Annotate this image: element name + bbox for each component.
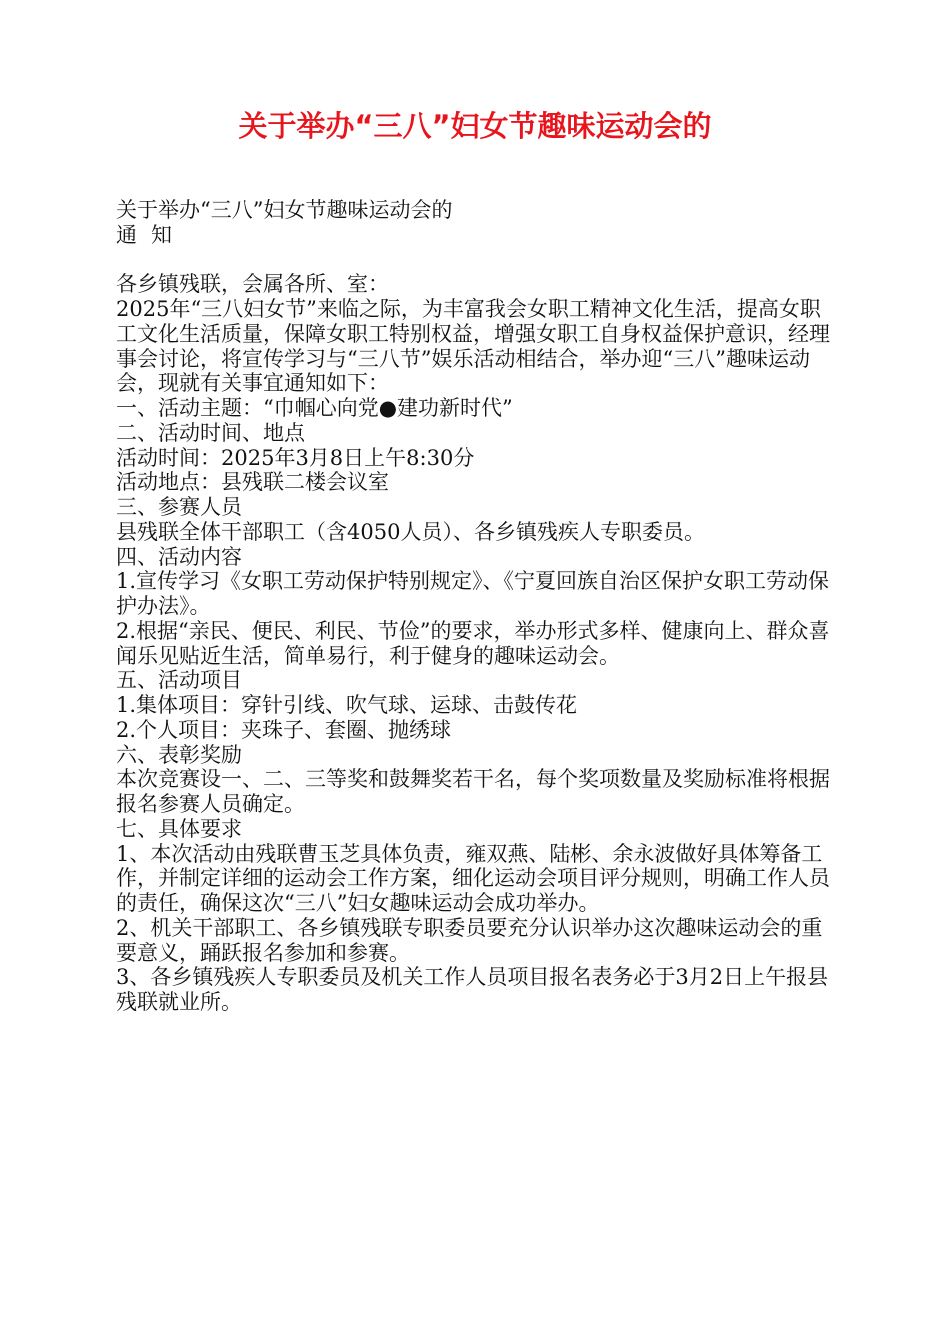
- spacer: [116, 248, 838, 273]
- requirement-item: 3、各乡镇残疾人专职委员及机关工作人员项目报名表务必于3月2日上午报县残联就业所。: [116, 965, 829, 1014]
- section-heading-time-place: 二、活动时间、地点: [116, 420, 305, 445]
- participants-text: 县残联全体干部职工（含4050人员）、各乡镇残疾人专职委员。: [116, 519, 705, 544]
- activity-place: 活动地点：县残联二楼会议室: [116, 470, 389, 495]
- activity-time: 活动时间：2025年3月8日上午8:30分: [116, 445, 475, 470]
- event-item: 1.集体项目：穿针引线、吹气球、运球、击鼓传花: [116, 693, 578, 717]
- event-item: 2.个人项目：夹珠子、套圈、抛绣球: [116, 717, 452, 742]
- section-heading-theme: 一、活动主题：“巾帼心向党●建功新时代”: [116, 396, 513, 420]
- section-heading-events: 五、活动项目: [116, 668, 242, 693]
- requirement-item: 1、本次活动由残联曹玉芝具体负责，雍双燕、陆彬、余永波做好具体筹备工作，并制定详细的运动会工作方案，细化运动会项目评分规则，明确工作人员的责任，确保这次“三八”妇女趣味运动会成功举办。: [116, 841, 830, 915]
- requirement-item: 2、机关干部职工、各乡镇残联专职委员要充分认识举办这次趣味运动会的重要意义，踊跃报名参加和参赛。: [116, 915, 823, 965]
- page-title: 关于举办“三八”妇女节趣味运动会的: [238, 109, 712, 143]
- document-heading: 关于举办“三八”妇女节趣味运动会的: [116, 198, 453, 222]
- section-heading-participants: 三、参赛人员: [116, 495, 242, 519]
- content-item: 1.宣传学习《女职工劳动保护特别规定》、《宁夏回族自治区保护女职工劳动保护办法》。: [116, 569, 830, 618]
- intro-paragraph: 2025年“三八妇女节”来临之际，为丰富我会女职工精神文化生活，提高女职工文化生活质量，保障女职工特别权益，增强女职工自身权益保护意识，经理事会讨论，将宣传学习与“三八节”娱乐活动相结合，举办迎“三八”趣味运动会，现就有关事宜通知如下：: [116, 297, 830, 396]
- section-heading-requirements: 七、具体要求: [116, 816, 242, 841]
- salutation: 各乡镇残联，会属各所、室：: [116, 272, 389, 297]
- document-body: [116, 198, 838, 1015]
- section-heading-awards: 六、表彰奖励: [116, 742, 242, 767]
- section-heading-content: 四、活动内容: [116, 544, 242, 569]
- content-item: 2.根据“亲民、便民、利民、节俭”的要求，举办形式多样、健康向上、群众喜闻乐见贴近生活，简单易行，利于健身的趣味运动会。: [116, 618, 830, 668]
- awards-text: 本次竞赛设一、二、三等奖和鼓舞奖若干名，每个奖项数量及奖励标准将根据报名参赛人员确定。: [116, 767, 830, 816]
- notice-label: 通知: [116, 222, 186, 247]
